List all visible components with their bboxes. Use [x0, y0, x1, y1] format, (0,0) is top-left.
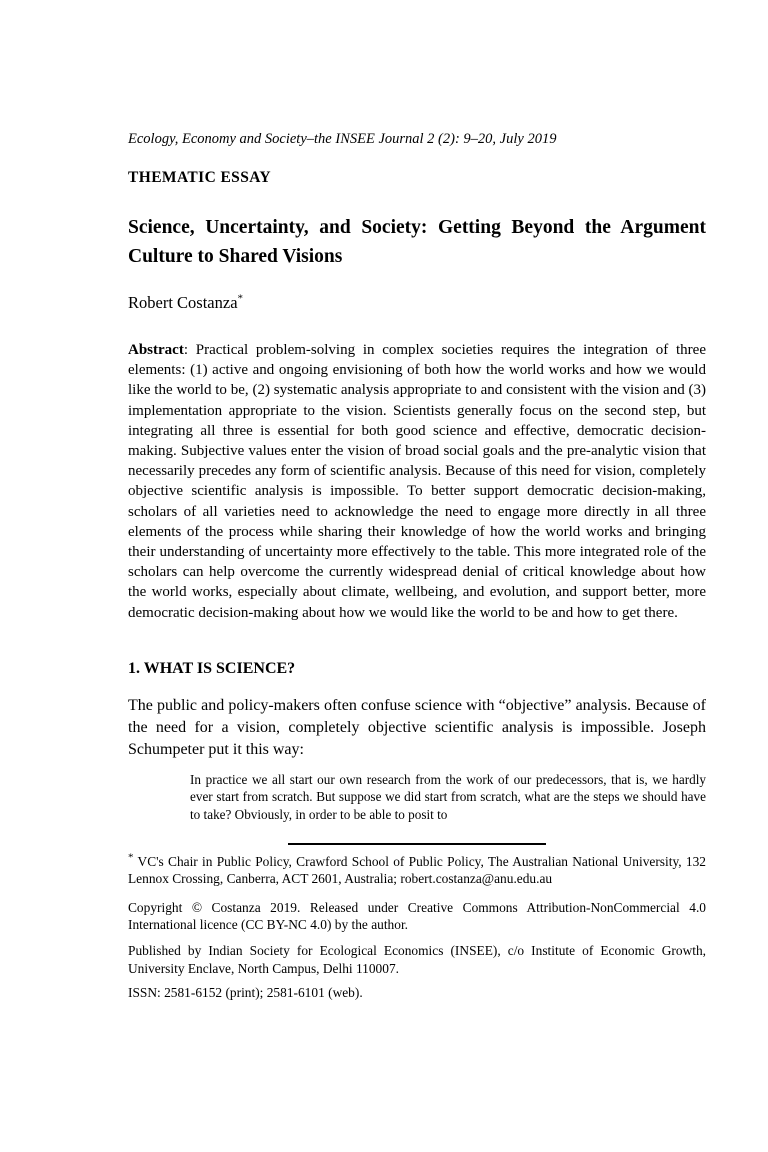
footnote-affiliation	[128, 853, 706, 888]
footnote-issn: ISSN: 2581-6152 (print); 2581-6101 (web).	[128, 985, 363, 1001]
article-title: Science, Uncertainty, and Society: Getting Beyond the Argument Culture to Shared Visions	[128, 217, 706, 267]
footnote-publisher: Published by Indian Society for Ecological Economics (INSEE), c/o Institute of Economic Growth, University Enclave, North Campus, Delhi 110007.	[128, 943, 706, 976]
footnote-copyright: Copyright © Costanza 2019. Released under Creative Commons Attribution-NonCommercial 4.0 International licence (CC BY-NC 4.0) by the author.	[128, 899, 706, 933]
author-line	[128, 293, 706, 313]
schumpeter-quote: In practice we all start our own research from the work of our predecessors, that is, we hardly ever start from scratch. But suppose we did start from scratch, what are the steps we should have to take? Obviously, in order to be able to posit to	[190, 771, 706, 823]
abstract-paragraph	[128, 340, 706, 623]
journal-citation-line: Ecology, Economy and Society–the INSEE Journal 2 (2): 9–20, July 2019	[128, 131, 557, 147]
abstract-text: : Practical problem-solving in complex societies requires the integration of three elements: (1) active and ongoing envisioning of both how the world works and how we would like the world to be, (2) systematic analysis appropriate to and consistent with the vision and (3) implementation appropriate to the vision. Scientists generally focus on the second step, but integrating all three is essential for both good science and effective, democratic decision-making. Subjective values enter the vision of broad social goals and the pre-analytic vision that necessarily precedes any form of scientific analysis. Because of this need for vision, completely objective scientific analysis is impossible. To better support democratic decision-making, scholars of all varieties need to acknowledge the need to engage more directly in all three elements of the process while sharing their knowledge of how the world works and bringing their understanding of uncertainty more effectively to the table. This more integrated role of the scholars can help overcome the currently widespread denial of critical knowledge about how the world works, especially about climate, wellbeing, and evolution, and support better, more democratic decision-making about how we would like the world to be and how to get there.	[128, 342, 706, 621]
section-heading: 1. WHAT IS SCIENCE?	[128, 659, 296, 677]
footnote-divider-rule	[288, 843, 546, 845]
page-content	[128, 130, 706, 1002]
abstract-label: Abstract	[128, 342, 184, 358]
footnote-asterisk-mark: *	[128, 851, 134, 864]
article-type-kicker: THEMATIC ESSAY	[128, 169, 271, 186]
body-paragraph: The public and policy-makers often confuse science with “objective” analysis. Because of the need for a vision, completely objective scientific analysis is impossible. Joseph Schumpeter put it this way:	[128, 696, 706, 758]
author-name: Robert Costanza	[128, 293, 238, 312]
author-footnote-mark: *	[237, 292, 244, 305]
footnote-affiliation-text: VC's Chair in Public Policy, Crawford School of Public Policy, The Australian National University, 132 Lennox Crossing, Canberra, ACT 2601, Australia; robert.costanza@anu.edu.au	[128, 853, 706, 887]
